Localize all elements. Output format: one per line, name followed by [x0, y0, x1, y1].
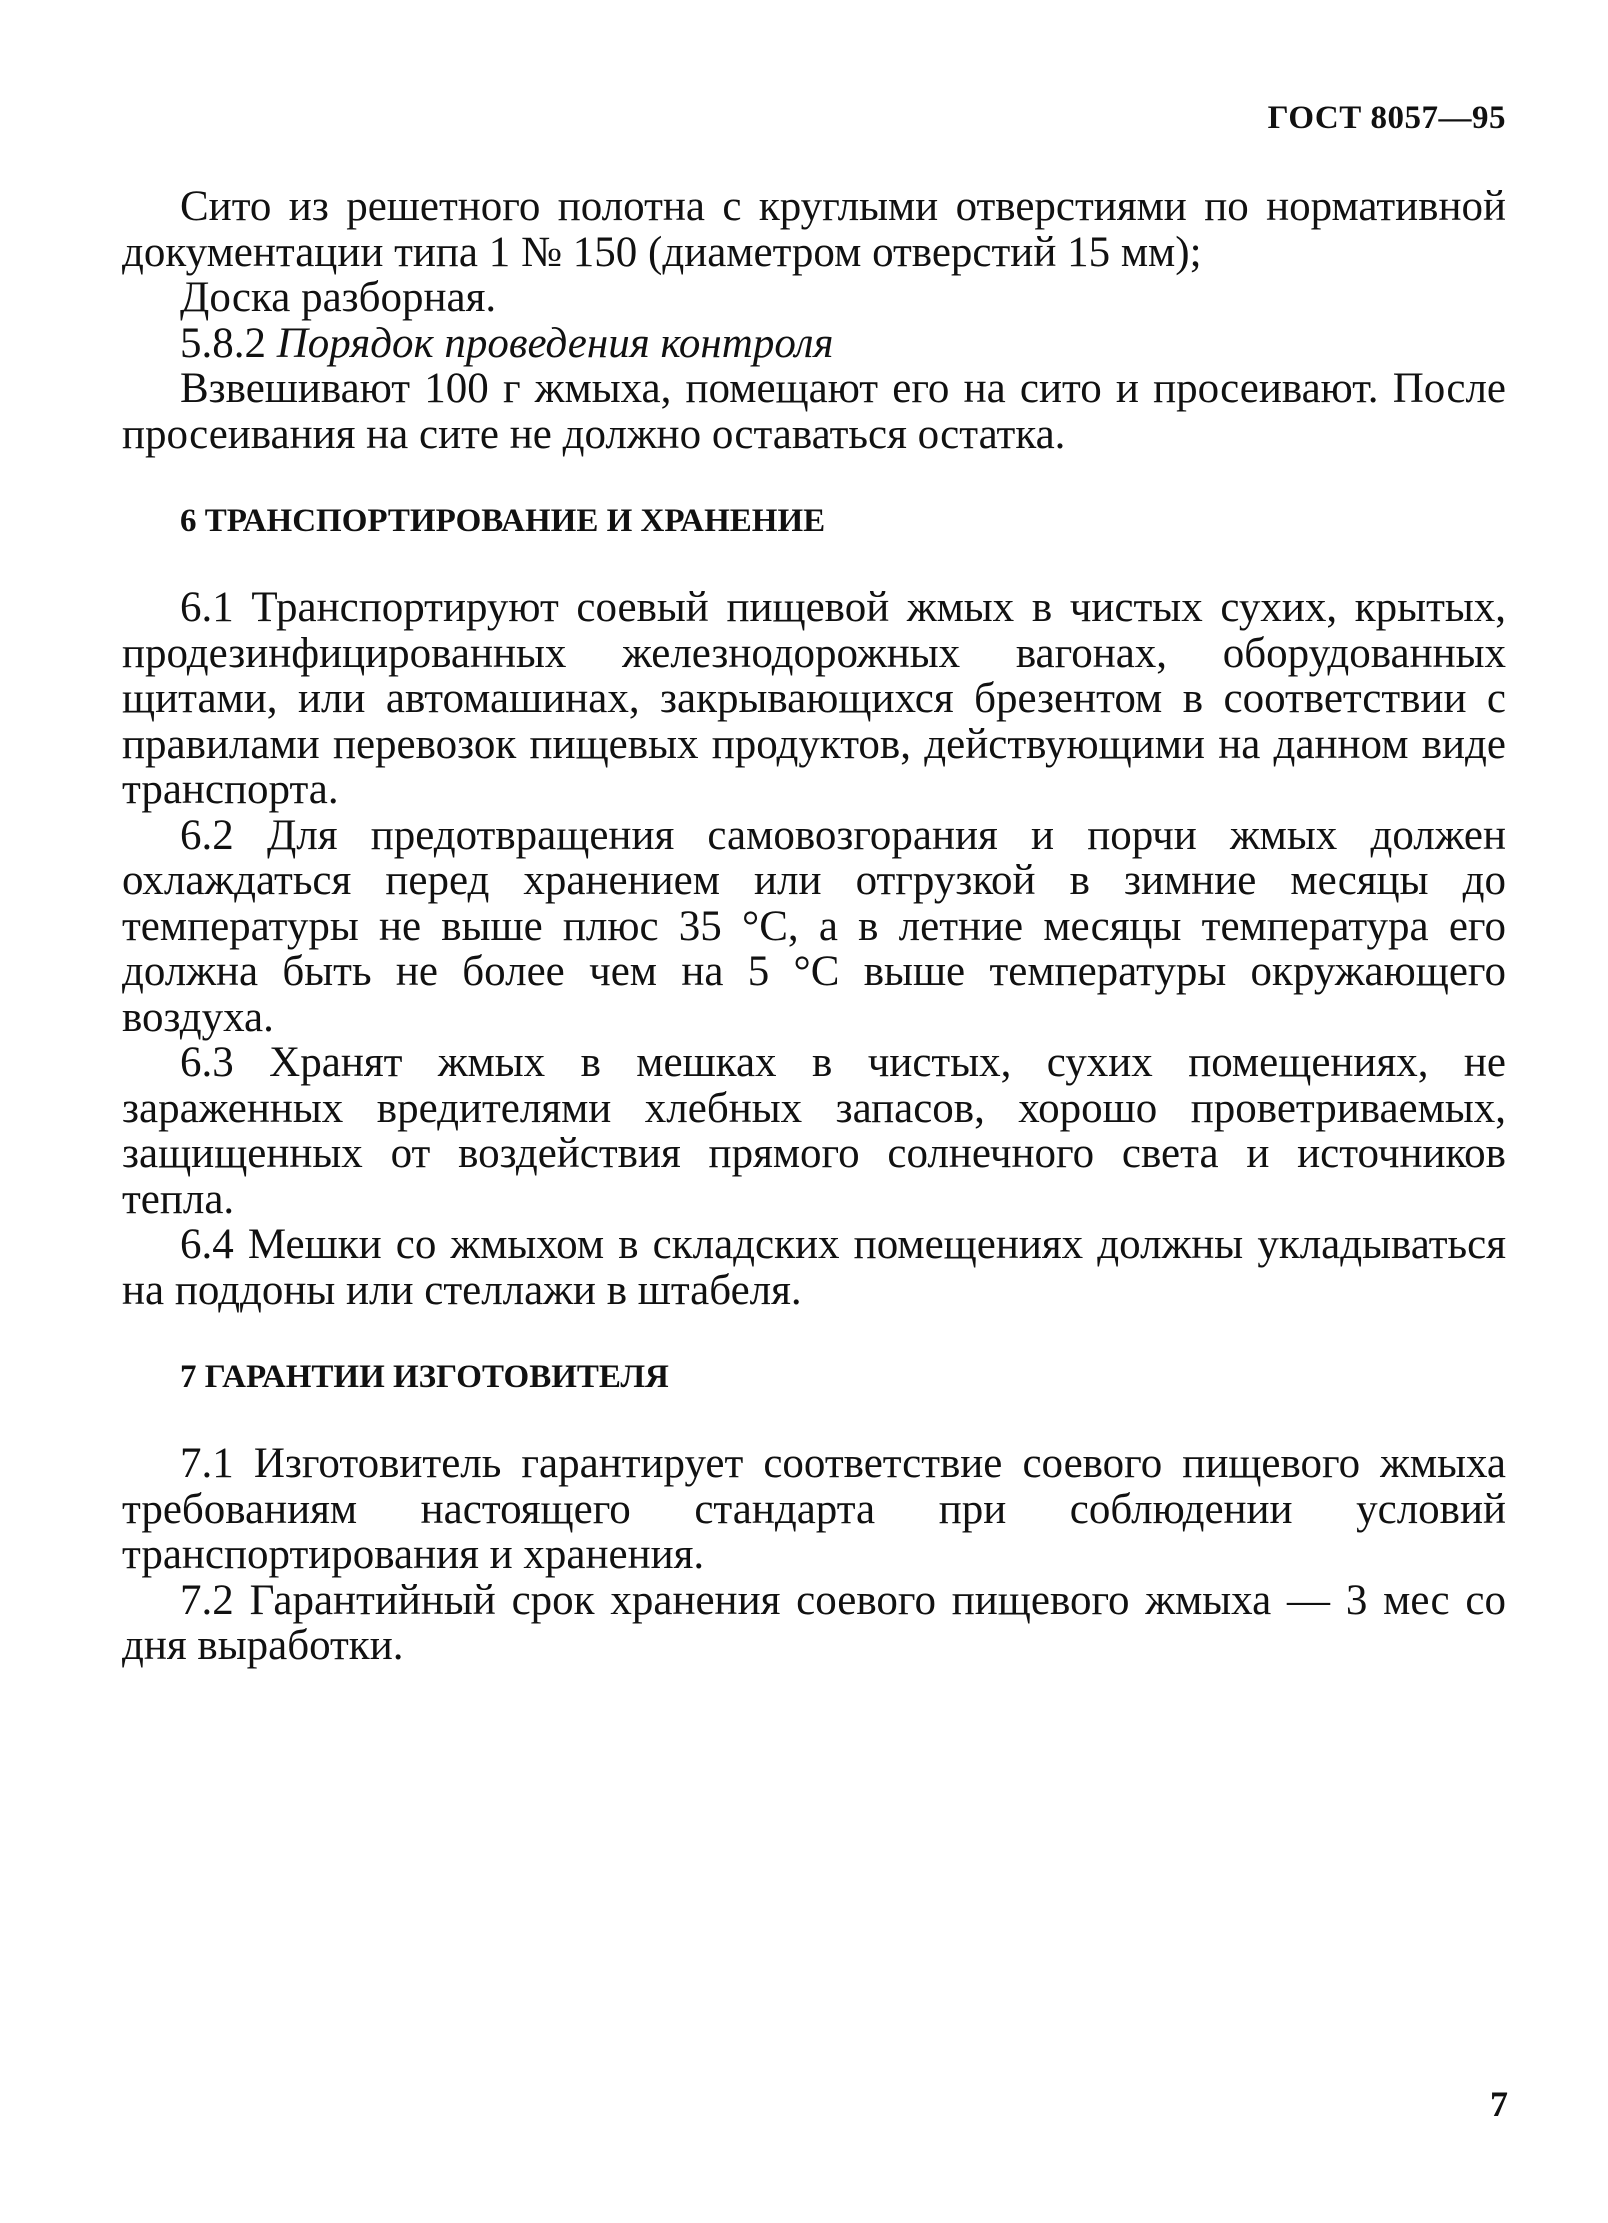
- paragraph-6-4: 6.4 Мешки со жмыхом в складских помещениях должны укладываться на поддоны или стеллажи в штабеля.: [122, 1221, 1506, 1314]
- paragraph-weighing: Взвешивают 100 г жмыха, помещают его на сито и просеивают. После просеивания на сите не должно оставаться остатка.: [122, 365, 1506, 458]
- paragraph-7-2: 7.2 Гарантийный срок хранения соевого пищевого жмыха — 3 мес со дня выработки.: [122, 1576, 1506, 1669]
- section-7-heading: 7 ГАРАНТИИ ИЗГОТОВИТЕЛЯ: [180, 1359, 669, 1395]
- item-5-8-2-title: Порядок проведения контроля: [276, 319, 834, 367]
- paragraph-6-3: 6.3 Хранят жмых в мешках в чистых, сухих помещениях, не зараженных вредителями хлебных запасов, хорошо проветриваемых, защищенных от воздействия прямого солнечного света и источников тепла.: [122, 1039, 1506, 1223]
- document-code: ГОСТ 8057—95: [1267, 100, 1506, 136]
- item-5-8-2: [122, 321, 1506, 367]
- item-5-8-2-number: 5.8.2: [180, 319, 266, 367]
- paragraph-6-2: 6.2 Для предотвращения самовозгорания и порчи жмых должен охлаждаться перед хранением или отгрузкой в зимние месяцы до температуры не выше плюс 35 °С, а в летние месяцы температура его должна быть не более чем на 5 °С выше температуры окружающего воздуха.: [122, 811, 1506, 1041]
- paragraph-sieve: Сито из решетного полотна с круглыми отверстиями по нормативной документации типа 1 № 150 (диаметром отверстий 15 мм);: [122, 183, 1506, 276]
- section-6-heading: 6 ТРАНСПОРТИРОВАНИЕ И ХРАНЕНИЕ: [180, 503, 826, 539]
- paragraph-7-1: 7.1 Изготовитель гарантирует соответствие соевого пищевого жмыха требованиям настоящего стандарта при соблюдении условий транспортирования и хранения.: [122, 1440, 1506, 1578]
- paragraph-6-1: 6.1 Транспортируют соевый пищевой жмых в чистых сухих, крытых, продезинфицированных железнодорожных вагонах, оборудованных щитами, или автомашинах, закрывающихся брезентом в соответствии с правилами перевозок пищевых продуктов, действующими на данном виде транспорта.: [122, 584, 1506, 813]
- page-body: [122, 184, 1506, 1669]
- paragraph-board: Доска разборная.: [180, 274, 497, 321]
- page-number: 7: [1490, 2084, 1508, 2124]
